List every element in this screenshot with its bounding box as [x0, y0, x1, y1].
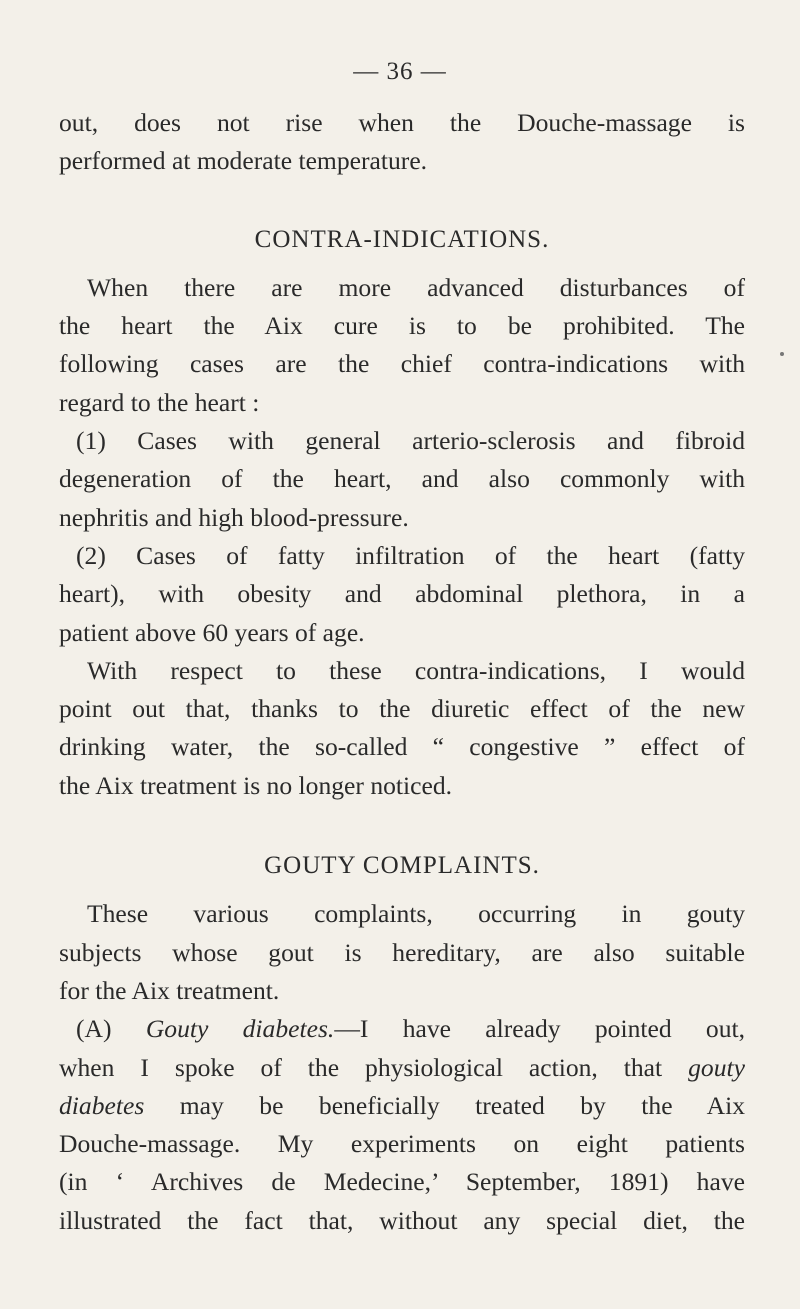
text-line [59, 1010, 745, 1048]
text-fragment: may be beneficially treated by the Aix [144, 1090, 745, 1120]
text-line: patient above 60 years of age. [59, 617, 365, 647]
text-line: heart), with obesity and abdominal plethora, in a [59, 579, 745, 609]
text-line: nephritis and high blood-pressure. [59, 502, 409, 532]
text-line: illustrated the fact that, without any special diet, the [59, 1205, 745, 1235]
italic-term: diabetes [59, 1090, 145, 1120]
italic-term: gouty [688, 1052, 745, 1082]
text-line: (2) Cases of fatty infiltration of the heart (fatty [76, 540, 745, 570]
text-line: degeneration of the heart, and also commonly with [59, 464, 745, 494]
text-line [59, 1087, 745, 1125]
margin-dot [780, 352, 784, 356]
text-line: (1) Cases with general arterio-sclerosis and fibroid [76, 426, 745, 456]
text-line: These various complaints, occurring in gouty [87, 899, 745, 929]
section-heading-contra-indications: CONTRA-INDICATIONS. [254, 225, 550, 253]
text-fragment: when I spoke of the physiological action, that [59, 1052, 689, 1082]
text-fragment: —I have already pointed out, [334, 1014, 746, 1044]
text-line: Douche-massage. My experiments on eight patients [59, 1129, 745, 1159]
text-line [59, 1049, 745, 1087]
italic-term: Gouty diabetes. [145, 1014, 335, 1044]
text-line: for the Aix treatment. [59, 975, 280, 1005]
page-number: — 36 — [353, 58, 447, 85]
text-line: the heart the Aix cure is to be prohibited. The [59, 311, 745, 341]
list-marker: (A) [76, 1014, 146, 1044]
text-line: drinking water, the so-called “ congestive ” effect of [59, 732, 745, 762]
text-line: regard to the heart : [59, 387, 260, 417]
text-line: out, does not rise when the Douche-massage is [59, 108, 745, 137]
text-line: subjects whose gout is hereditary, are also suitable [59, 937, 745, 967]
text-line: the Aix treatment is no longer noticed. [59, 770, 453, 800]
text-line: When there are more advanced disturbances of [87, 272, 745, 302]
text-line: performed at moderate temperature. [59, 146, 428, 176]
text-line: (in ‘ Archives de Medecine,’ September, 1891) have [59, 1167, 745, 1197]
section-heading-gouty-complaints: GOUTY COMPLAINTS. [264, 852, 540, 880]
text-line: With respect to these contra-indications, I would [87, 655, 745, 685]
text-line: following cases are the chief contra-indications with [59, 349, 745, 379]
text-line: point out that, thanks to the diuretic effect of the new [59, 694, 745, 724]
page-body [59, 104, 745, 1240]
